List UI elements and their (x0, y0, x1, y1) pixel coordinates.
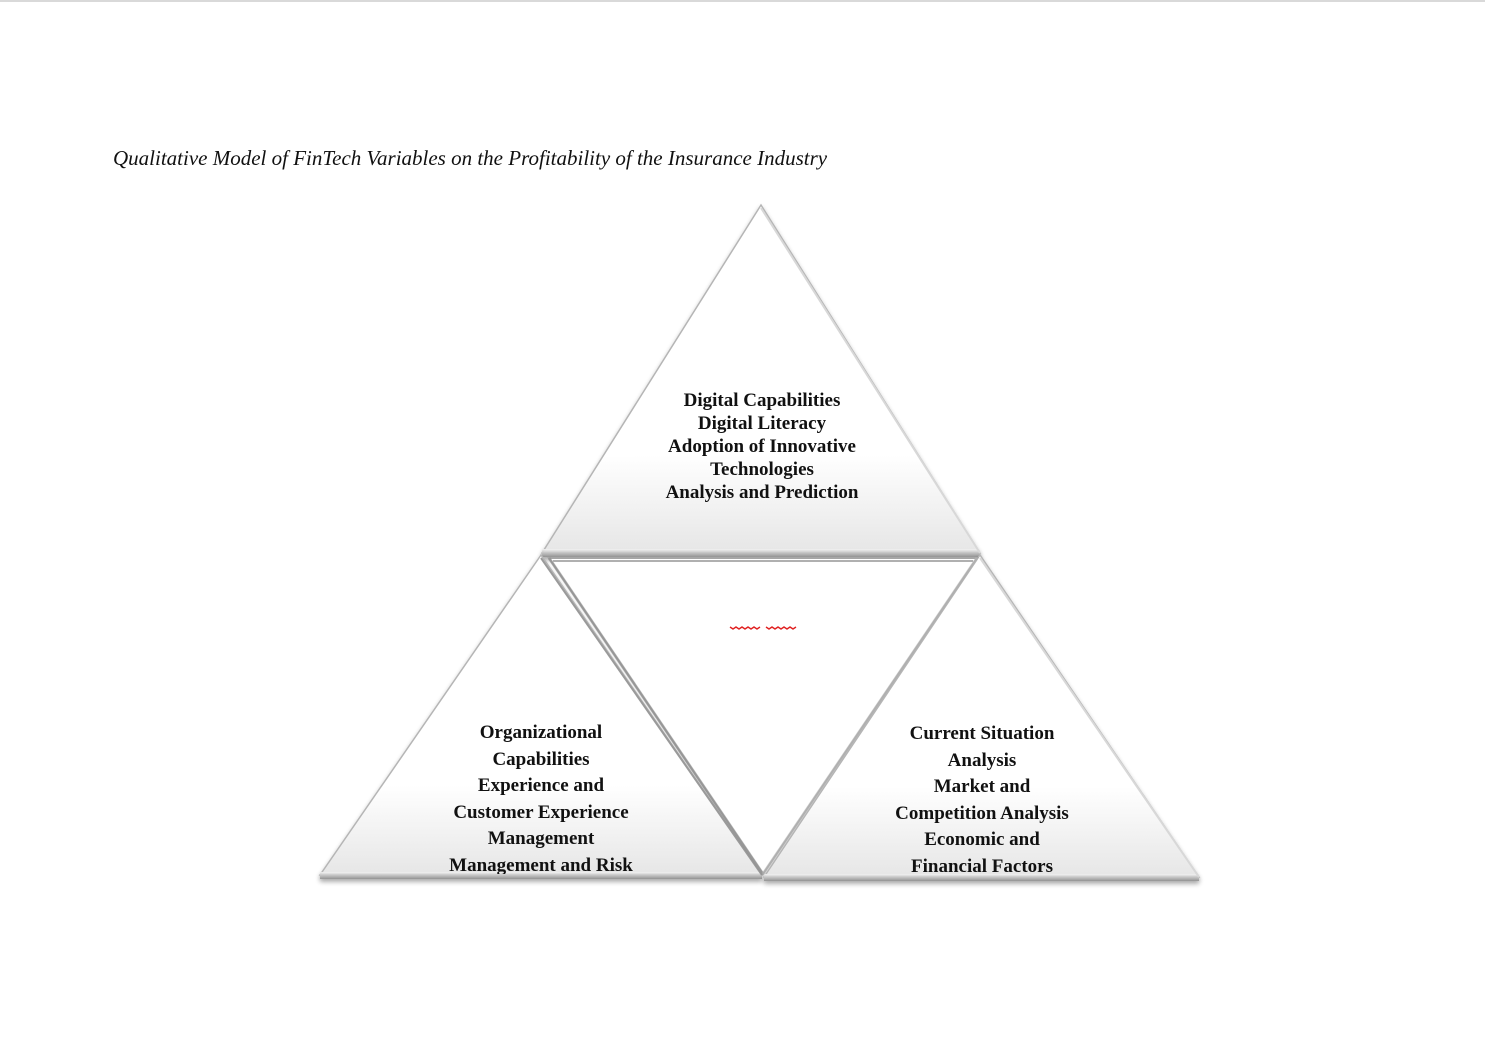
right-line: Market and (933, 776, 1031, 797)
top-line: Analysis and Prediction (665, 482, 859, 503)
right-line: Competition Analysis (895, 802, 1069, 824)
right-line: Economic and (924, 829, 1040, 850)
left-line: Management and Risk (449, 854, 633, 874)
top-line: Digital Capabilities (683, 390, 841, 411)
right-line: Analysis (947, 749, 1017, 771)
right-line: Financial Factors (911, 855, 1053, 874)
right-triangle-text (832, 721, 1132, 874)
top-line: Technologies (710, 459, 814, 480)
left-line: Experience and (477, 775, 605, 796)
top-line: Adoption of Innovative (668, 436, 856, 457)
left-triangle-text (391, 720, 691, 874)
right-line: Current Situation (909, 723, 1055, 744)
top-line: Digital Literacy (697, 413, 827, 434)
figure-caption: Qualitative Model of FinTech Variables on the Profitability of the Insurance Industry (113, 146, 828, 170)
top-triangle-text (612, 389, 912, 504)
left-line: Capabilities (492, 748, 590, 770)
top-triangle (542, 205, 980, 557)
left-line: Management (487, 828, 595, 849)
left-line: Customer Experience (453, 801, 629, 823)
left-line: Organizational (479, 722, 603, 743)
